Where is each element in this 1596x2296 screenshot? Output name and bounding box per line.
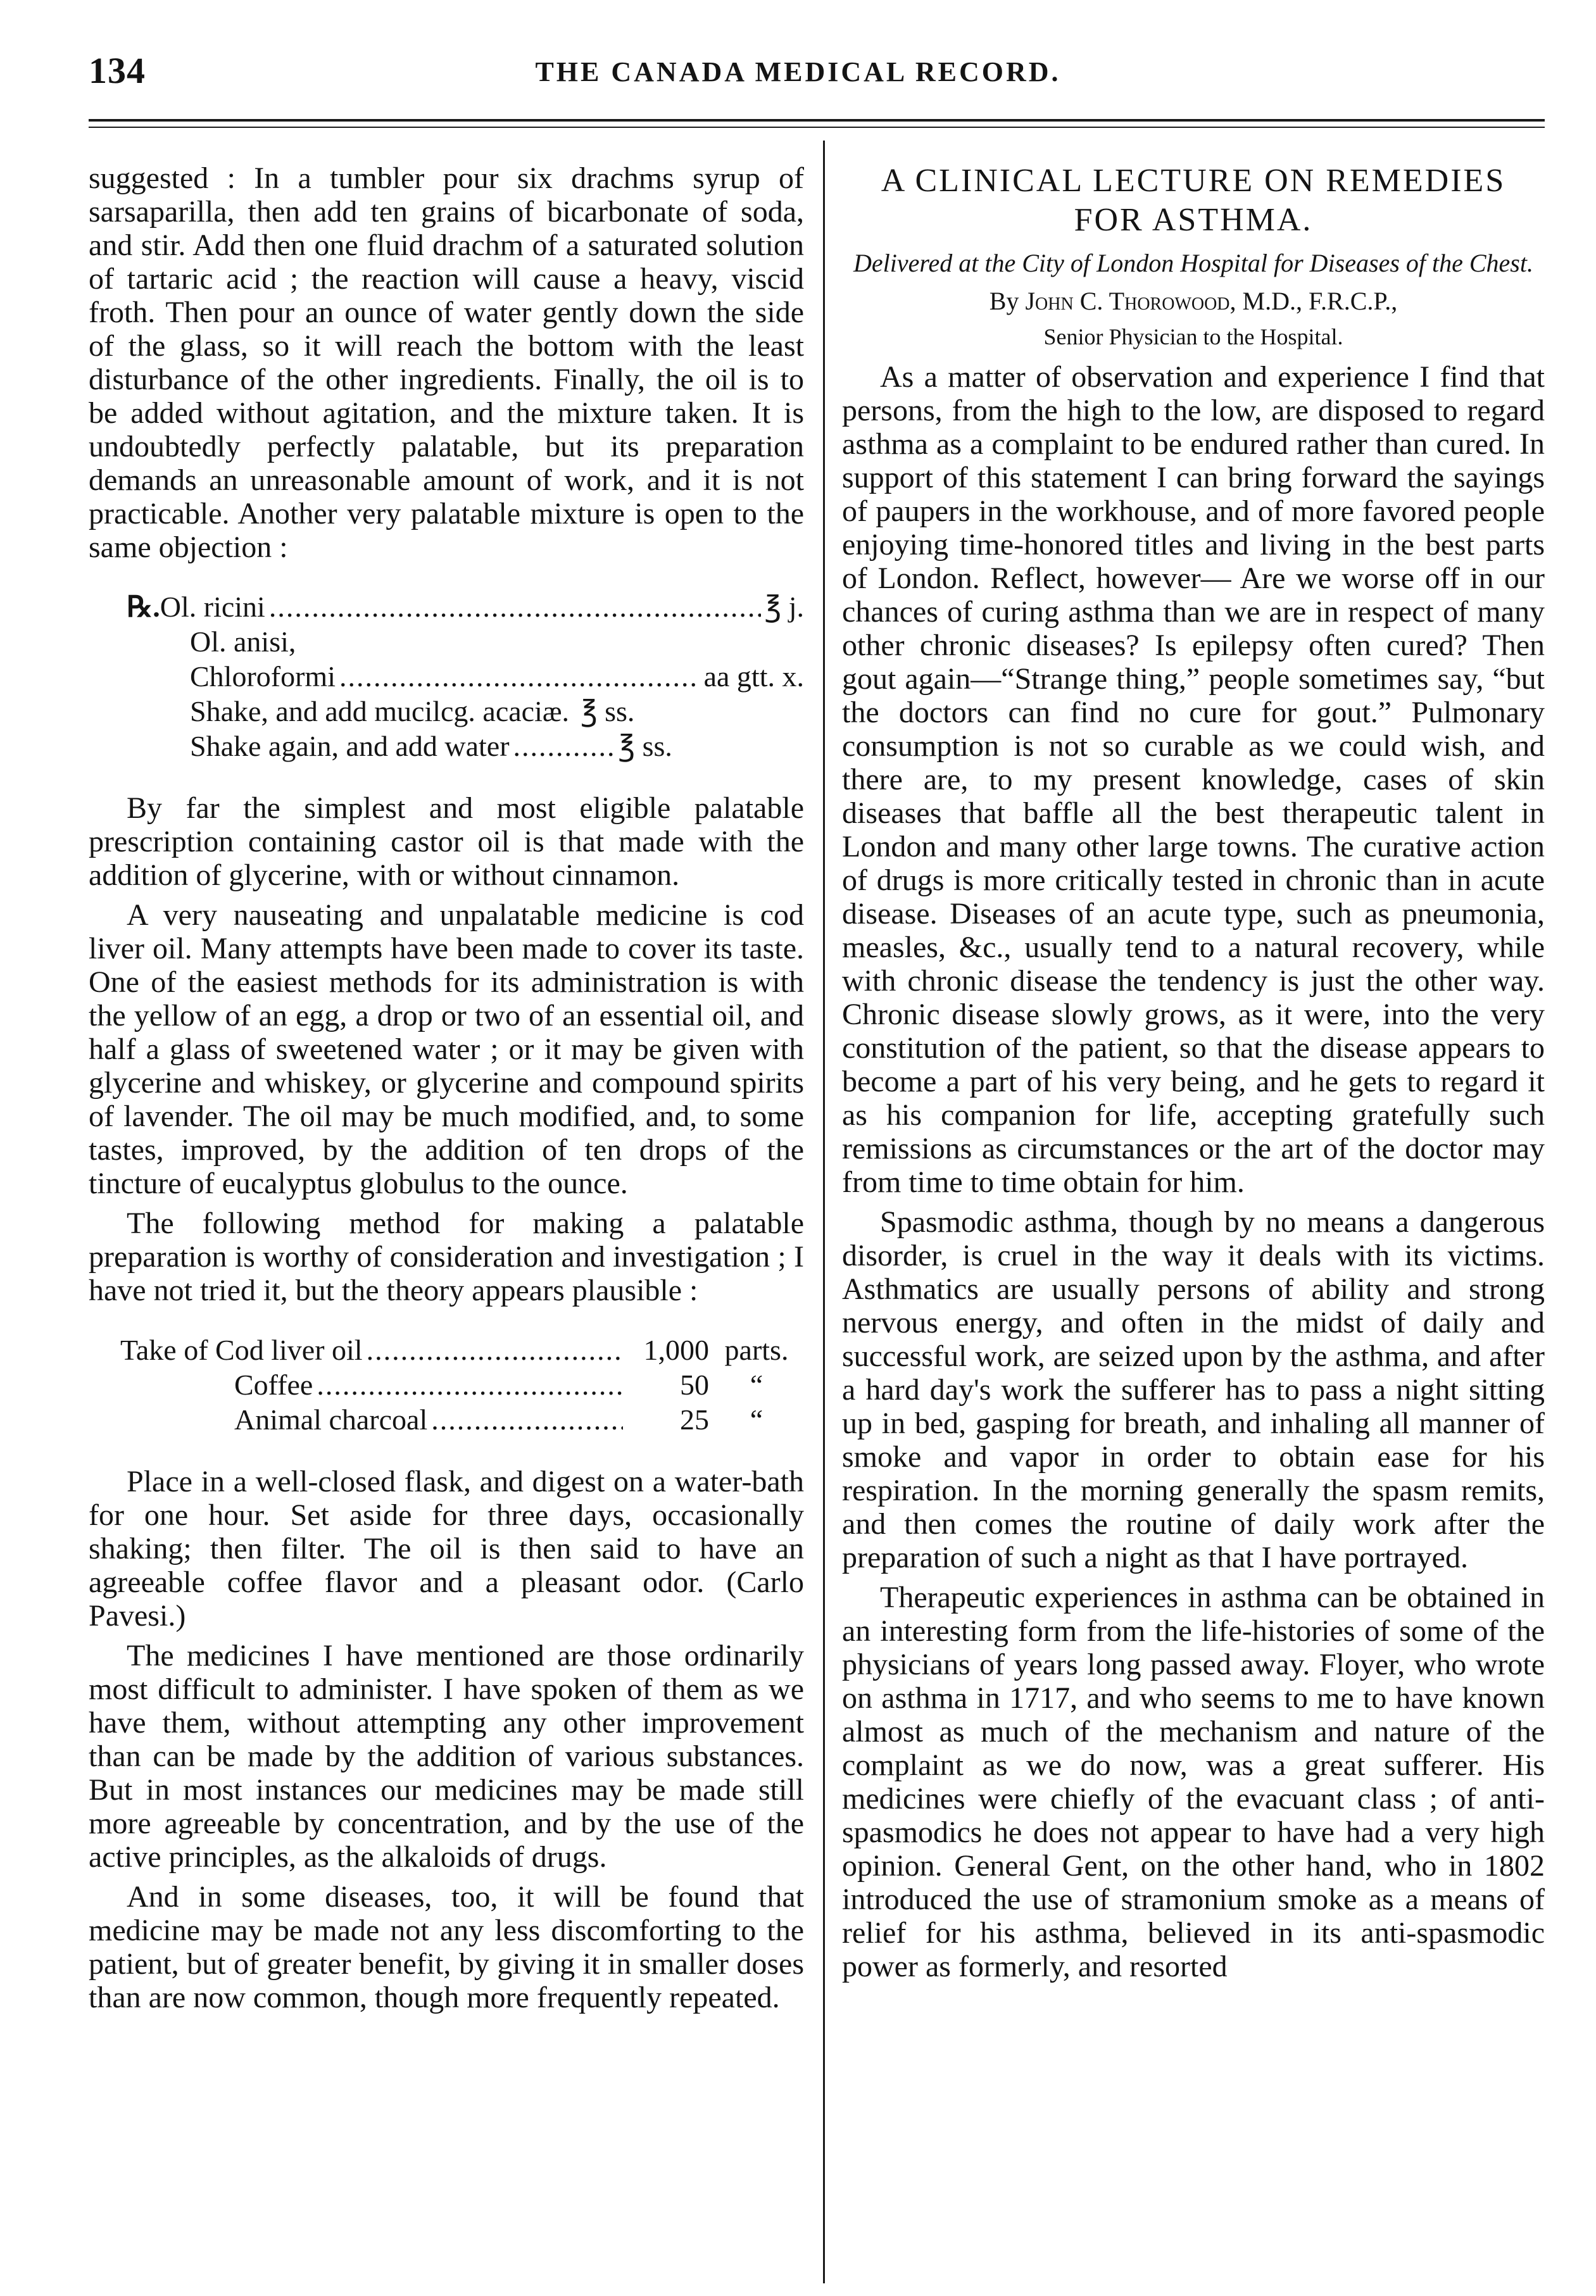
paragraph: By far the simplest and most eligible palatable prescription containing castor oil is that made with the addition of glycerine, with or without cinnamon.	[89, 791, 804, 892]
paragraph: A very nauseating and unpalatable medicine is cod liver oil. Many attempts have been made to cover its taste. One of the easiest methods for its administration is with the yellow of an egg, a drop or two of an essential oil, and half a glass of sweetened water ; or it may be given with glycerine and whiskey, or glycerine and compound spirits of lavender. The oil may be much modified, and, to some tastes, improved, by the addition of ten drops of the tincture of eucalyptus globulus to the ounce.	[89, 898, 804, 1200]
prescription-amount: aa gtt. x.	[703, 660, 804, 693]
prescription-line	[127, 729, 804, 763]
header-rule-top	[89, 119, 1545, 122]
author-name: John C. Thorowood, M.D., F.R.C.P.,	[1025, 287, 1398, 315]
article-title	[842, 161, 1545, 240]
recipe-unit: “	[750, 1403, 763, 1436]
prescription-line	[127, 659, 804, 694]
paragraph: The following method for making a palatable preparation is worthy of consideration and investigation ; I have not tried it, but the theory appears plausible :	[89, 1207, 804, 1307]
byline-prefix: By	[989, 287, 1019, 315]
column-divider	[823, 141, 825, 2283]
prescription-ingredient: Ol. anisi,	[190, 625, 296, 658]
paragraph: Place in a well-closed flask, and digest on a water-bath for one hour. Set aside for three days, occasionally shaking; then filter. The oil is then said to have an agreeable coffee flavor and a pleasant odor. (Carlo Pavesi.)	[89, 1465, 804, 1633]
prescription-amount: ℥ j.	[764, 591, 804, 623]
page-number: 134	[89, 50, 146, 91]
recipe-line	[120, 1367, 804, 1402]
recipe-line	[120, 1402, 804, 1437]
paragraph: And in some diseases, too, it will be found that medicine may be made not any less discomforting to the patient, but of greater benefit, by giving it in smaller doses than are now common, though more frequently repeated.	[89, 1880, 804, 2014]
header-rule-bottom	[89, 127, 1545, 128]
byline	[842, 285, 1545, 317]
paragraph: As a matter of observation and experience I find that persons, from the high to the low, are disposed to regard asthma as a complaint to be endured rather than cured. In support of this statement I can bring forward the sayings of paupers in the workhouse, and of more favored people enjoying time-honored titles and living in the best parts of London. Reflect, however— Are we worse off in our chances of curing asthma than we are in respect of many other chronic diseases? Is epilepsy often cured? Then gout again—“Strange thing,” people sometimes say, “but the doctors can find no cure for gout.” Pulmonary consumption is not so curable as we could wish, and there are, to my present knowledge, cases of skin diseases that baffle all the best therapeutic talent in London and many other large towns. The curative action of drugs is more critically tested in chronic than in acute disease. Diseases of an acute type, such as pneumonia, measles, &c., usually tend to a natural recovery, while with chronic disease the tendency is just the other way. Chronic disease slowly grows, as it were, into the very constitution of the patient, so that the disease appears to become a part of his very being, and he gets to regard it as his companion for life, accepting gratefully such remissions as circumstances or the art of the doctor may from time to time obtain for him.	[842, 360, 1545, 1199]
article-title-line: FOR ASTHMA.	[1074, 202, 1313, 238]
dot-leader	[269, 589, 761, 624]
prescription-ingredient: Chloroformi	[190, 660, 336, 693]
recipe-line	[120, 1333, 804, 1367]
delivered-note: Delivered at the City of London Hospital for Diseases of the Chest.	[853, 249, 1533, 277]
dot-leader	[339, 659, 700, 694]
prescription-amount: ℥ ss.	[618, 730, 672, 762]
right-column	[842, 161, 1545, 1990]
paragraph: suggested : In a tumbler pour six drachms syrup of sarsaparilla, then add ten grains of bicarbonate of soda, and stir. Add then one fluid drachm of a saturated solution of tartaric acid ; the reaction will cause a heavy, viscid froth. Then pour an ounce of water gently down the side of the glass, so it will reach the bottom with the least disturbance of the other ingredients. Finally, the oil is to be added without agitation, and the mixture taken. It is undoubtedly perfectly palatable, but its preparation demands an unreasonable amount of work, and it is not practicable. Another very palatable mixture is open to the same objection :	[89, 161, 804, 564]
recipe	[120, 1333, 804, 1437]
dot-leader	[317, 1367, 623, 1402]
dot-leader	[513, 729, 615, 763]
prescription-line	[127, 624, 804, 659]
prescription-ingredient: Shake again, and add water	[190, 730, 510, 762]
prescription-ingredient: Shake, and add mucilcg. acaciæ.	[190, 695, 570, 727]
recipe-amount: 1,000	[643, 1334, 709, 1366]
paragraph: The medicines I have mentioned are those ordinarily most difficult to administer. I have spoken of them as we have them, without attempting any other improvement than can be made by the addition of various substances. But in most instances our medicines may be made still more agreeable by concentration, and by the use of the active principles, as the alkaloids of drugs.	[89, 1639, 804, 1874]
prescription-amount: ℥ ss.	[581, 695, 635, 727]
dot-leader	[367, 1333, 623, 1367]
recipe-ingredient: Animal charcoal	[234, 1403, 428, 1436]
recipe-ingredient: Coffee	[234, 1369, 313, 1401]
running-title: THE CANADA MEDICAL RECORD.	[535, 56, 1061, 87]
recipe-amount: 25	[680, 1403, 709, 1436]
recipe-amount: 50	[680, 1369, 709, 1401]
recipe-symbol: ℞.	[127, 591, 160, 623]
recipe-unit: “	[750, 1369, 763, 1401]
article-title-line: A CLINICAL LECTURE ON REMEDIES	[881, 163, 1506, 199]
author-position: Senior Physician to the Hospital.	[1043, 324, 1343, 349]
paragraph: Spasmodic asthma, though by no means a dangerous disorder, is cruel in the way it deals with its victims. Asthmatics are usually persons of ability and strong nervous energy, and often in the midst of daily and successful work, are seized upon by the asthma, and after a hard day's work the sufferer has to pass a night sitting up in bed, gasping for breath, and inhaling all manner of smoke and vapor in order to obtain ease for his respiration. In the morning generally the spasm remits, and then comes the routine of daily work after the preparation of such a night as that I have portrayed.	[842, 1205, 1545, 1574]
paragraph: Therapeutic experiences in asthma can be obtained in an interesting form from the life-histories of some of the physicians of years long passed away. Floyer, who wrote on asthma in 1717, and who seems to me to have known almost as much of the mechanism and nature of the complaint as we do now, was a great sufferer. His medicines were chiefly of the evacuant class ; of anti-spasmodics he does not appear to have had a very high opinion. General Gent, on the other hand, who in 1802 introduced the use of stramonium smoke as a means of relief for his asthma, believed in its anti-spasmodic power as formerly, and resorted	[842, 1581, 1545, 1983]
recipe-unit: parts.	[724, 1334, 789, 1366]
left-column	[89, 161, 804, 2021]
recipe-ingredient: Take of Cod liver oil	[120, 1334, 363, 1366]
dot-leader	[431, 1402, 623, 1437]
prescription-line	[127, 694, 804, 729]
prescription	[127, 589, 804, 763]
prescription-line	[127, 589, 804, 624]
prescription-ingredient: Ol. ricini	[160, 591, 265, 623]
